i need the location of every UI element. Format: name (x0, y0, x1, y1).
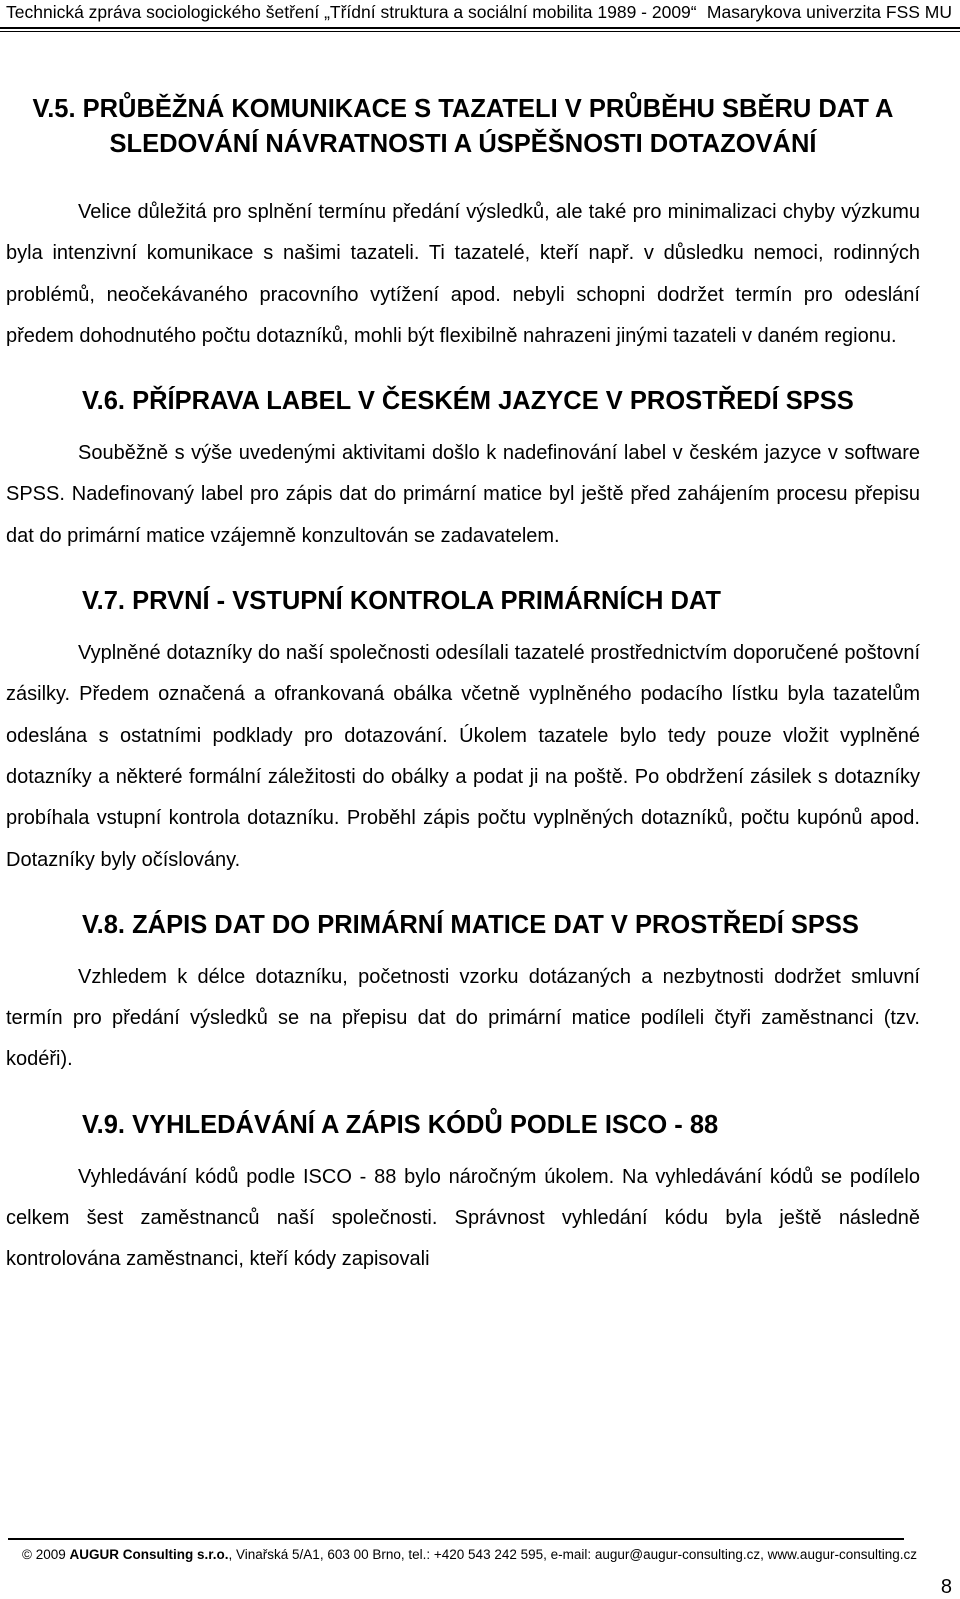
document-body (6, 92, 920, 1281)
section-v5 (6, 92, 920, 357)
section-paragraph: Velice důležitá pro splnění termínu předání výsledků, ale také pro minimalizaci chyby výzkumu byla intenzivní komunikace s našimi tazateli. Ti tazatelé, kteří např. v důsledku nemoci, rodinných problémů, neočekávaného pracovního vytížení apod. nebyli schopni dodržet termín pro odeslání předem dohodnutého počtu dotazníků, mohli být flexibilně nahrazeni jinými tazateli v daném regionu. (6, 201, 920, 347)
section-heading: V.6. PŘÍPRAVA LABEL V ČESKÉM JAZYCE V PROSTŘEDÍ SPSS (82, 387, 854, 416)
header-institution: Masarykova univerzita FSS MU (706, 2, 952, 22)
section-v9 (6, 1108, 920, 1281)
header-rule-thin (0, 31, 960, 32)
section-paragraph: Vzhledem k délce dotazníku, početnosti vzorku dotázaných a nezbytnosti dodržet smluvní termín pro předání výsledků se na přepisu dat do primární matice podíleli čtyři zaměstnanci (tzv. kodéři). (6, 965, 920, 1071)
section-heading: V.7. PRVNÍ - VSTUPNÍ KONTROLA PRIMÁRNÍCH DAT (82, 587, 721, 616)
section-v6 (6, 384, 920, 557)
section-heading: V.5. PRŮBĚŽNÁ KOMUNIKACE S TAZATELI V PRŮBĚHU SBĚRU DAT A SLEDOVÁNÍ NÁVRATNOSTI A ÚSPĚŠNOSTI DOTAZOVÁNÍ (32, 95, 894, 158)
footer-details: , Vinařská 5/A1, 603 00 Brno, tel.: +420 543 242 595, e-mail: augur@augur-consulting.cz, www.augur-consulting.cz (228, 1547, 917, 1562)
section-paragraph: Souběžně s výše uvedenými aktivitami došlo k nadefinování label v českém jazyce v software SPSS. Nadefinovaný label pro zápis dat do primární matice byl ještě před zahájením procesu přepisu dat do primární matice vzájemně konzultován se zadavatelem. (6, 442, 920, 547)
section-paragraph: Vyhledávání kódů podle ISCO - 88 bylo náročným úkolem. Na vyhledávání kódů se podílelo celkem šest zaměstnanců naší společnosti. Správnost vyhledání kódu byla ještě následně kontrolována zaměstnanci, kteří kódy zapisovali (6, 1165, 920, 1271)
header-rule (0, 27, 960, 29)
section-v8 (6, 908, 920, 1081)
section-heading: V.9. VYHLEDÁVÁNÍ A ZÁPIS KÓDŮ PODLE ISCO - 88 (82, 1110, 719, 1139)
footer-contact (22, 1547, 917, 1562)
page-header (0, 2, 960, 28)
footer-rule (8, 1538, 904, 1540)
footer-company: AUGUR Consulting s.r.o. (69, 1547, 229, 1562)
page-number: 8 (940, 1576, 952, 1598)
section-paragraph: Vyplněné dotazníky do naší společnosti odesílali tazatelé prostřednictvím doporučené poštovní zásilky. Předem označená a ofrankovaná obálka včetně vyplněného podacího lístku byla tazatelům odeslána s ostatními podklady pro dotazování. Úkolem tazatele bylo tedy pouze vložit vyplněné dotazníky a některé formální záležitosti do obálky a podat ji na poště. Po obdržení zásilek s dotazníky probíhala vstupní kontrola dotazníku. Proběhl zápis počtu vyplněných dotazníků, počtu kupónů apod. Dotazníky byly očíslovány. (6, 642, 920, 871)
footer-copyright: © 2009 (22, 1547, 66, 1562)
section-heading: V.8. ZÁPIS DAT DO PRIMÁRNÍ MATICE DAT V PROSTŘEDÍ SPSS (82, 910, 859, 939)
header-report-title: Technická zpráva sociologického šetření „Třídní struktura a sociální mobilita 1989 - 2009“ (6, 2, 697, 22)
section-v7 (6, 584, 920, 881)
